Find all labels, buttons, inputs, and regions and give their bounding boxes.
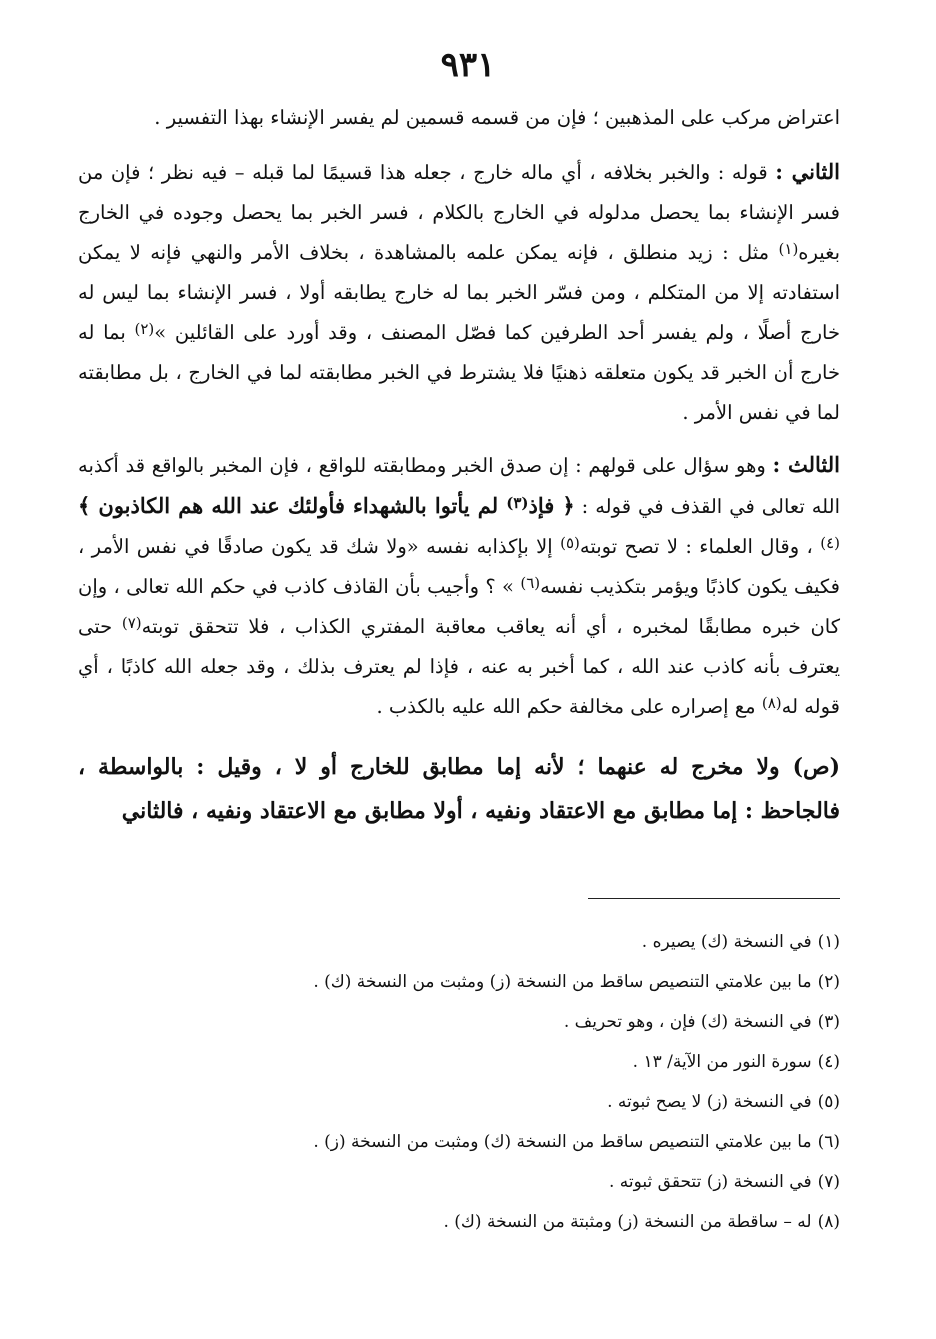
paragraph-continuation: اعتراض مركب على المذهبين ؛ فإن من قسمه قسمين لم يفسر الإنشاء بهذا التفسير . [154, 106, 840, 129]
footnote [100, 1162, 840, 1202]
footnote-text: في النسخة (ز) لا يصح ثبوته . [607, 1092, 812, 1112]
paragraph-text: قوله : والخبر بخلافه ، أي ماله خارج ، جعله هذا قسيمًا لما قبله – فيه نظر ؛ فإن من فسر الإنشاء بما يحصل مدلوله في الخارج بالكلام ، فسر الخبر بما يحصل وجوده في الخارج بغيره [78, 161, 840, 264]
footnote-marker: (٥) [560, 534, 580, 552]
footnote [100, 1042, 840, 1082]
main-text [78, 98, 840, 845]
footnote-text: في النسخة (ك) فإن ، وهو تحريف . [563, 1012, 812, 1032]
quran-verse-open: ﴿ فإذ [528, 493, 575, 518]
footnote-marker: (٢) [134, 320, 155, 338]
footnote-number: (٦) [817, 1132, 840, 1152]
footnote [100, 1122, 840, 1162]
paragraph-text: حتى يعترف بأنه كاذب عند الله ، كما أخبر به عنه ، فإذا لم يعترف بذلك ، وقد جعله الله كاذبًا ، أي قوله له [78, 615, 840, 718]
quran-verse-rest: لم يأتوا بالشهداء فأولئك عند الله هم الكاذبون ﴾ [78, 493, 507, 518]
footnote-number: (١) [817, 932, 840, 952]
footnote-number: (٥) [817, 1092, 840, 1112]
footnote-number: (٤) [817, 1052, 840, 1072]
section-lead-second: الثاني : [775, 159, 840, 184]
footnote-marker: (٣) [506, 494, 529, 512]
footnote-marker: (٦) [520, 574, 541, 592]
footnote-text: سورة النور من الآية/ ١٣ . [632, 1052, 812, 1072]
footnote-text: له – ساقطة من النسخة (ز) ومثبتة من النسخة (ك) . [443, 1212, 812, 1232]
footnote-text: في النسخة (ك) يصيره . [641, 932, 812, 952]
paragraph-second-point [78, 152, 840, 433]
paragraph-text: بما له خارج أن الخبر قد يكون متعلقه ذهنيًا فلا يشترط في الخبر مطابقته لما في الخارج ، بل مطابقته لما في نفس الأمر . [78, 321, 840, 424]
footnotes [100, 922, 840, 1242]
footnote-marker: (٨) [761, 694, 782, 712]
paragraph-text: مع إصراره على مخالفة حكم الله عليه بالكذب . [376, 695, 762, 718]
footnote [100, 922, 840, 962]
footnote-number: (٧) [817, 1172, 840, 1192]
footnote-marker: (٤) [820, 534, 840, 552]
paragraph-text: » ؟ وأجيب بأن القاذف كاذب في حكم الله تعالى ، وإن كان خبره مطابقًا لمخبره ، أي أنه يعاقب معاقبة المفتري الكذاب ، فلا تتحقق توبته [78, 575, 840, 638]
matn-body: ولا مخرج له عنهما ؛ لأنه إما مطابق للخارج أو لا ، وقيل : بالواسطة ، فالجاحظ : إما مطابق مع الاعتقاد ونفيه ، أولا مطابق مع الاعتقاد ونفيه ، فالثاني [78, 754, 840, 824]
footnote-number: (٣) [817, 1012, 840, 1032]
footnote [100, 1002, 840, 1042]
paragraph-text: مثل : زيد منطلق ، فإنه يمكن علمه بالمشاهدة ، بخلاف الأمر والنهي فإنه لا يمكن استفادته إلا من المتكلم ، ومن فسّر الخبر بما له خارج يطابقه أولا ، فسر الإنشاء بما ليس له خارج أصلًا ، ولم يفسر أحد الطرفين كما فصّل المصنف ، وقد أورد على القائلين » [78, 241, 840, 344]
footnote [100, 1202, 840, 1242]
footnote-number: (٨) [817, 1212, 840, 1232]
paragraph-text: ، وقال العلماء : لا تصح توبته [579, 535, 821, 558]
footnote-text: ما بين علامتي التنصيص ساقط من النسخة (ك) ومثبت من النسخة (ز) . [313, 1132, 812, 1152]
footnote-text: ما بين علامتي التنصيص ساقط من النسخة (ز) ومثبت من النسخة (ك) . [313, 972, 812, 992]
footnote-divider [588, 898, 840, 899]
paragraph-text: إلا بإكذابه نفسه «ولا شك قد يكون صادقًا في نفس الأمر ، فكيف يكون كاذبًا ويؤمر بتكذيب نفسه [78, 535, 840, 598]
footnote [100, 1082, 840, 1122]
footnote [100, 962, 840, 1002]
footnote-marker: (٧) [121, 614, 142, 632]
footnote-marker: (١) [778, 240, 799, 258]
matn-text [78, 745, 840, 833]
footnote-number: (٢) [817, 972, 840, 992]
paragraph-text: وهو سؤال على قولهم : إن صدق الخبر ومطابقته للواقع ، فإن المخبر بالواقع قد أكذبه الله تعالى في القذف في قوله : [78, 454, 840, 518]
section-lead-third: الثالث : [772, 452, 840, 477]
footnote-text: في النسخة (ز) تتحقق ثبوته . [608, 1172, 812, 1192]
page-number: ٩٣١ [440, 45, 496, 85]
matn-prefix: (ص) [792, 754, 840, 780]
paragraph-third-point [78, 445, 840, 727]
quran-verse [78, 493, 575, 518]
